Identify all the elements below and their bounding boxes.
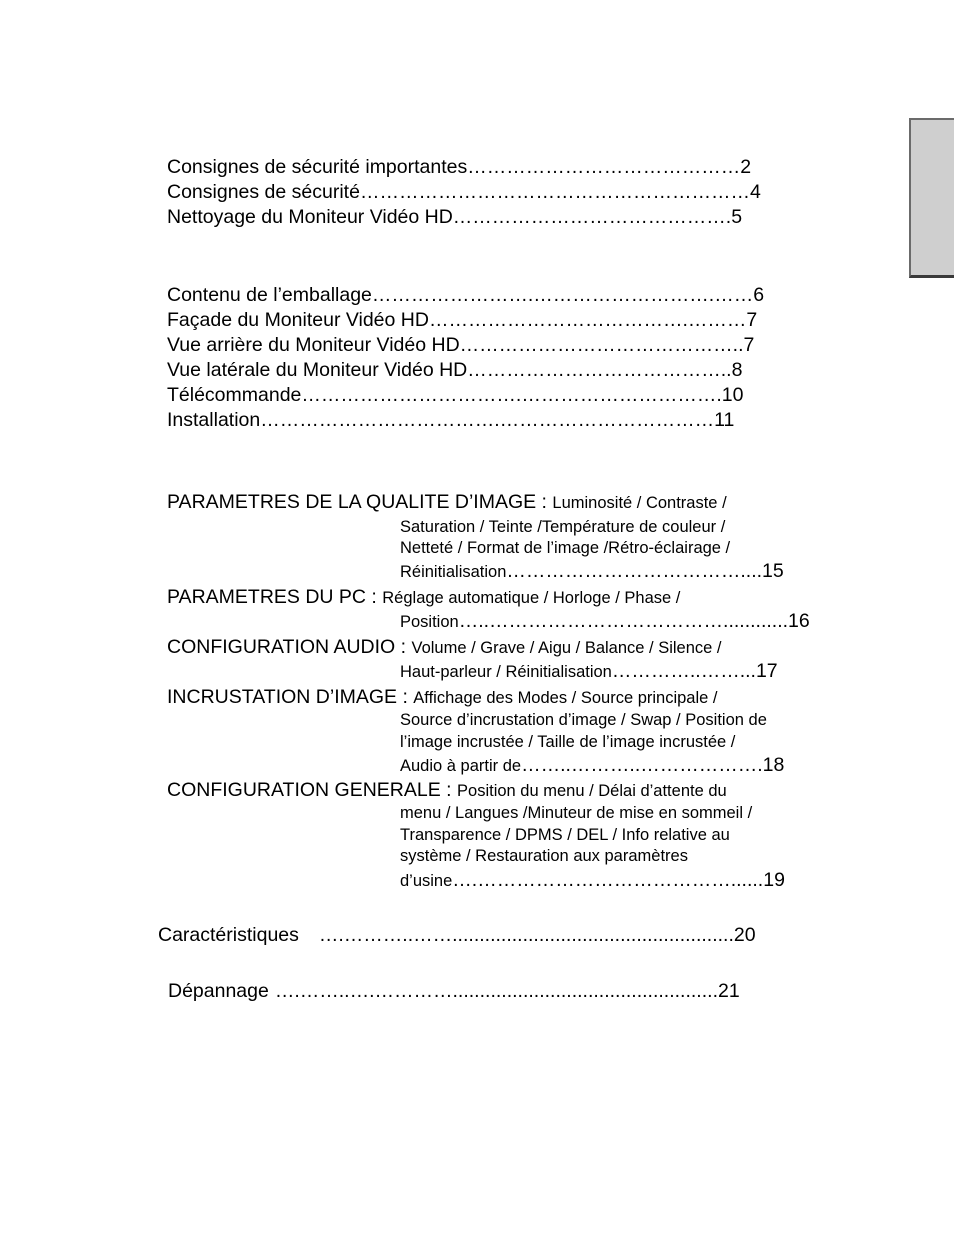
toc-heading: Caractéristiques [158,924,299,946]
toc-heading: PARAMETRES DE LA QUALITE D’IMAGE : [167,491,553,513]
toc-page-leader: …..………………………………............16 [458,610,810,632]
toc-subitems: Position [400,613,459,631]
toc-subitems: système / Restauration aux paramètres [400,847,688,865]
toc-subitems: Réglage automatique / Horloge / Phase / [382,589,681,607]
toc-subitems: Luminosité / Contraste / [552,494,727,512]
toc-subitems: Transparence / DPMS / DEL / Info relative au [400,826,730,844]
toc-subitems: menu / Langues /Minuteur de mise en sommeil / [400,804,753,822]
toc-subitems: l’image incrustée / Taille de l’image incrustée / [400,733,736,751]
toc-subitems: Réinitialisation [400,563,507,581]
toc-heading: INCRUSTATION D’IMAGE : [167,686,414,708]
toc-entry-general[interactable] [167,781,727,801]
toc-entry-pip[interactable] [167,688,718,708]
chapter-tab [909,118,954,278]
toc-page-leader: ….………..……....................................................20 [318,924,756,946]
toc-heading: CONFIGURATION AUDIO : [167,636,412,658]
toc-heading: CONFIGURATION GENERALE : [167,779,458,801]
toc-subitems: Saturation / Teinte /Température de couleur / [400,518,726,536]
toc-entry-troubleshooting[interactable] [168,982,740,1002]
toc-subitems-last[interactable] [400,612,810,632]
toc-subitems: Audio à partir de [400,757,522,775]
toc-subitems-last[interactable] [400,562,784,582]
toc-entry-package-contents[interactable]: Contenu de l’emballage…………………….……………………….……6 [167,284,765,306]
toc-entry-rear-view[interactable]: Vue arrière du Moniteur Vidéo HD……………………………………..7 [167,334,755,356]
toc-subitems: Volume / Grave / Aigu / Balance / Silence / [411,639,722,657]
toc-heading: PARAMETRES DU PC : [167,586,383,608]
toc-entry-audio[interactable] [167,638,722,658]
toc-subitems: Source d’incrustation d’image / Swap / Position de [400,711,767,729]
toc-entry-safety-important[interactable]: Consignes de sécurité importantes……………………………………2 [167,156,752,178]
toc-subitems: Haut-parleur / Réinitialisation [400,663,612,681]
toc-subitems: Position du menu / Délai d’attente du [457,782,727,800]
toc-subitems-last[interactable] [400,871,785,891]
toc-page-leader: ………………………………....15 [506,560,784,582]
toc-entry-front-view[interactable]: Façade du Moniteur Vidéo HD………………………………….………7 [167,309,758,331]
toc-entry-side-view[interactable]: Vue latérale du Moniteur Vidéo HD…………………………………..8 [167,359,743,381]
toc-entry-image-quality[interactable] [167,493,727,513]
toc-subitems: d’usine [400,872,453,890]
toc-subitems-last[interactable] [400,756,784,776]
toc-entry-remote[interactable]: Télécommande…………………………….………………………….10 [167,384,744,406]
toc-page-leader: …………..……...17 [611,660,778,682]
toc-page-leader: ……..………..……………….18 [521,754,785,776]
toc-entry-cleaning[interactable]: Nettoyage du Moniteur Vidéo HD…………………………………….5 [167,206,743,228]
toc-entry-installation[interactable]: Installation……………………………….……………………………11 [167,409,735,431]
toc-heading: Dépannage [168,980,269,1002]
toc-subitems-last[interactable] [400,662,778,682]
toc-subitems: Netteté / Format de l’image /Rétro-éclairage / [400,539,731,557]
toc-entry-safety[interactable]: Consignes de sécurité……………………………………………………4 [167,181,761,203]
toc-subitems: Affichage des Modes / Source principale / [413,689,718,707]
toc-entry-specifications[interactable] [158,926,756,946]
toc-page-leader: ….…………………………………......19 [452,869,785,891]
toc-page-leader: ….……..….………….................................................21 [274,980,740,1002]
toc-entry-pc-settings[interactable] [167,588,680,608]
